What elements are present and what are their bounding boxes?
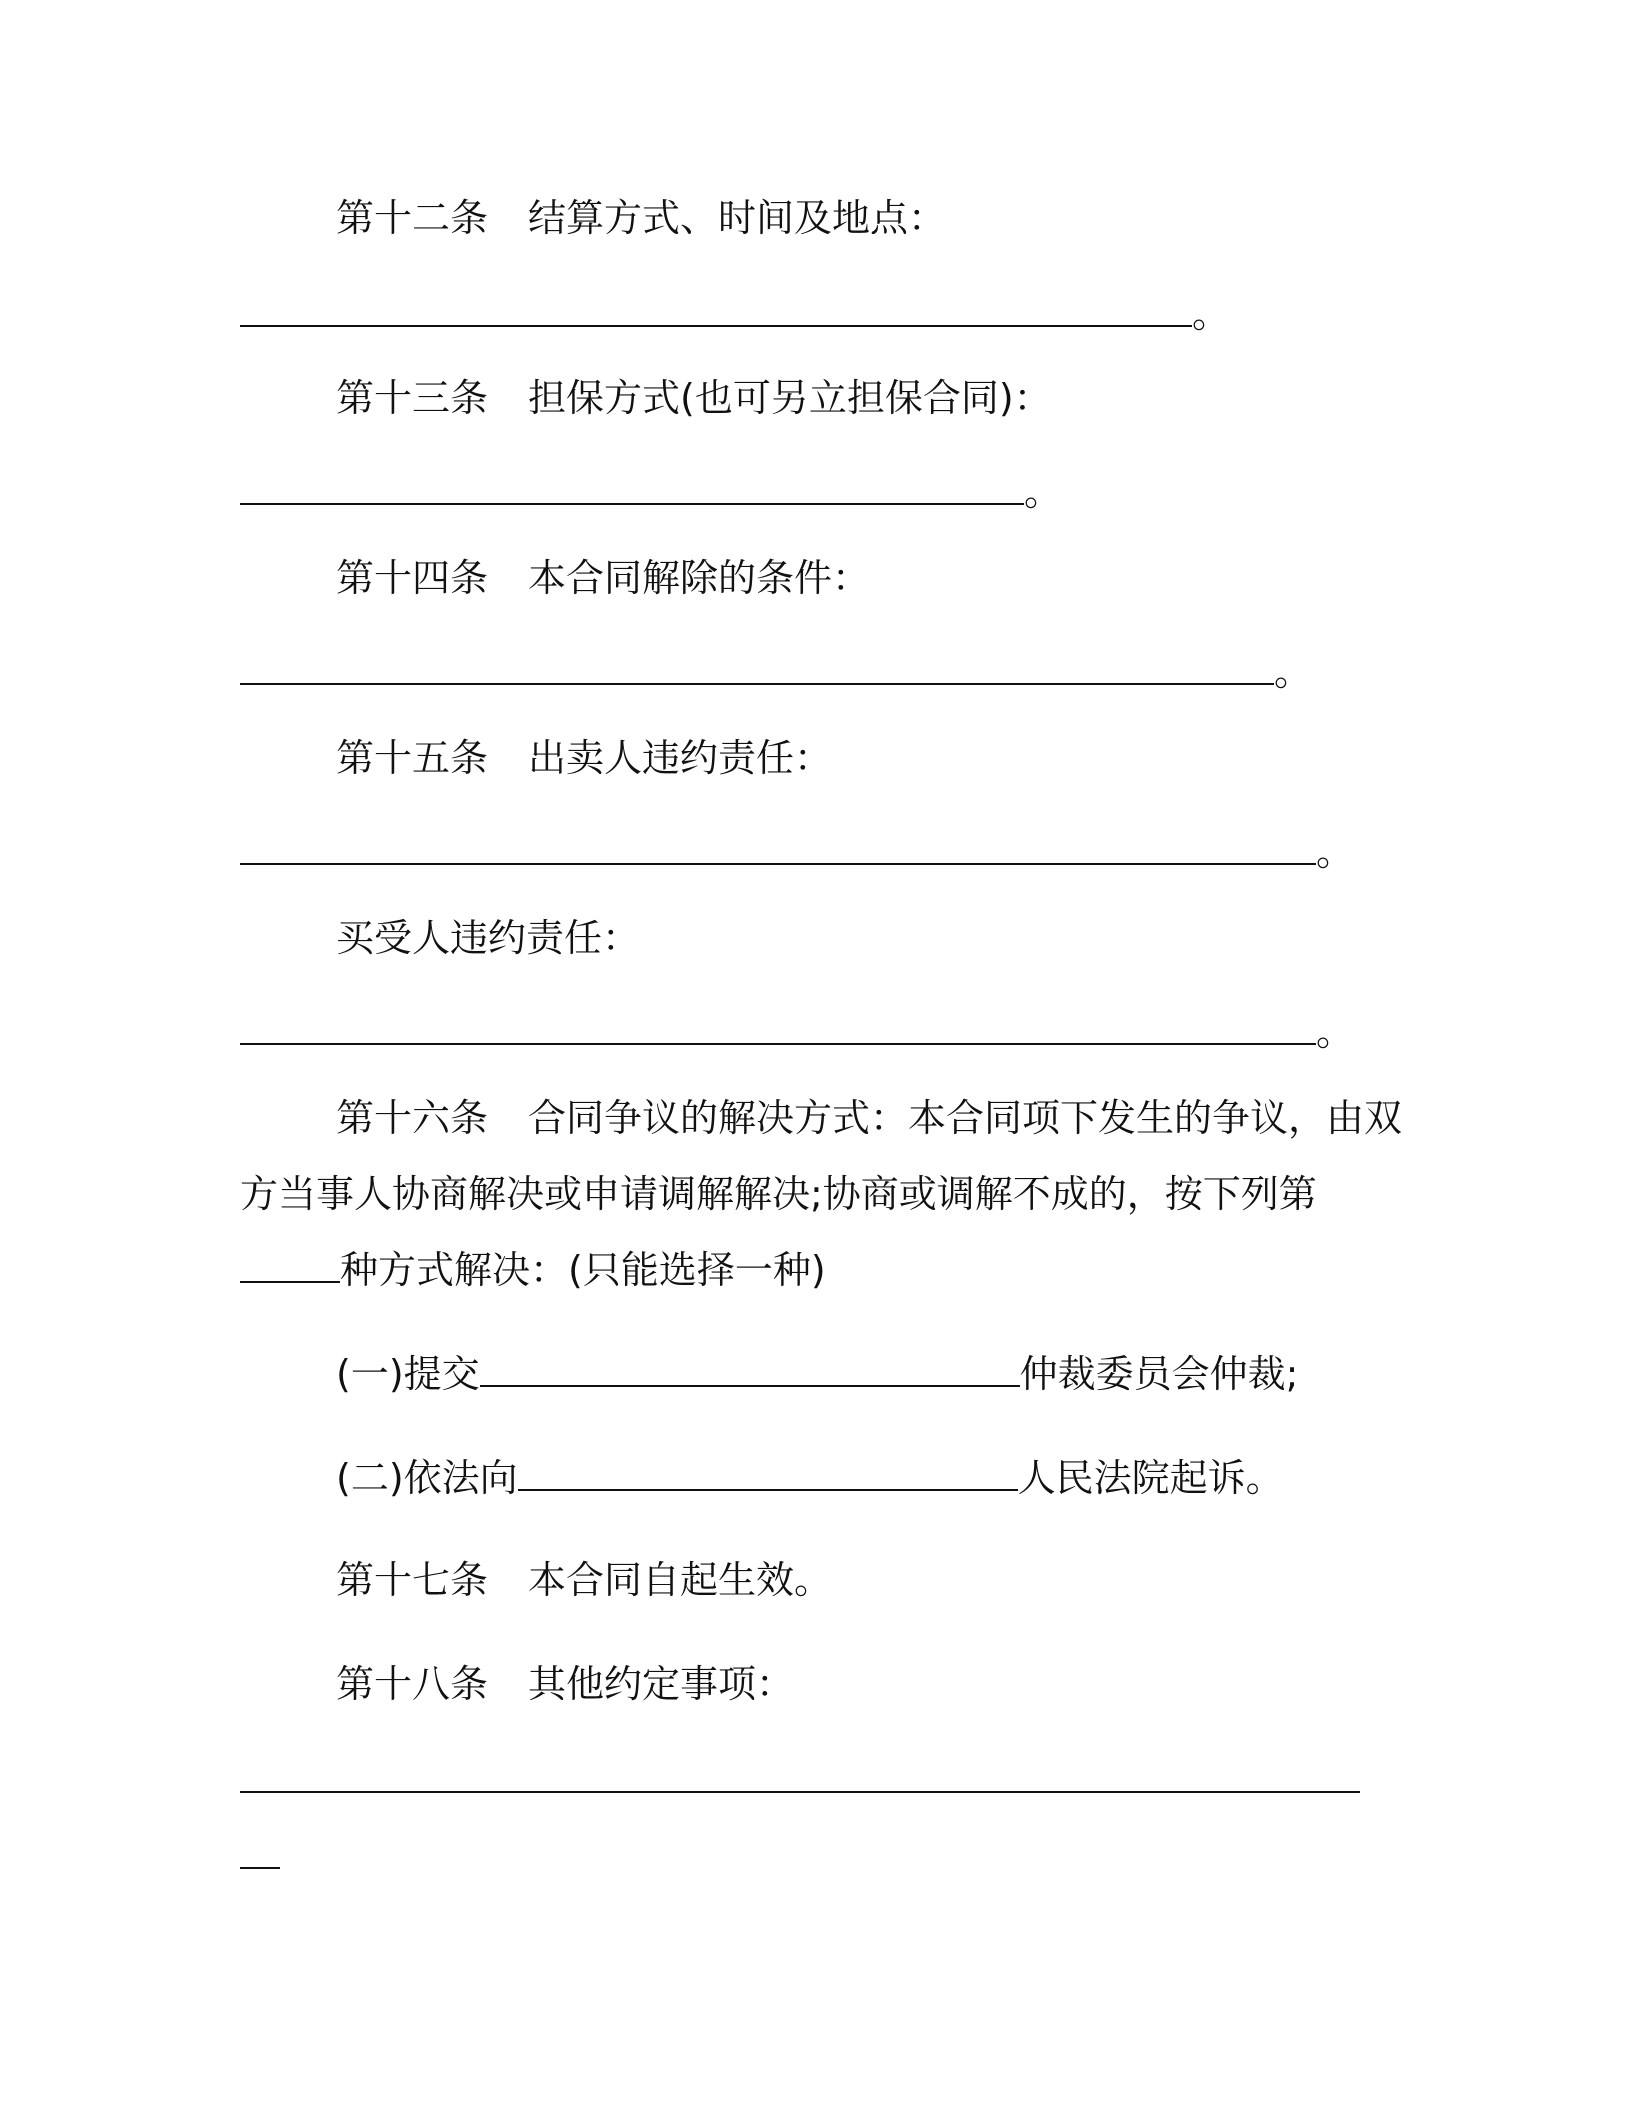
- article-16-option-1: [336, 1350, 1298, 1398]
- article-16-body-line-3: [240, 1246, 826, 1294]
- period: 。: [1316, 1010, 1355, 1054]
- article-number: 第十二条: [336, 196, 489, 240]
- article-13-fill-line: [240, 468, 1062, 516]
- article-16-option-2: [336, 1454, 1284, 1502]
- fill-blank[interactable]: [240, 1839, 280, 1869]
- article-12-fill-line: [240, 290, 1230, 338]
- article-title: 本合同解除的条件：: [528, 556, 871, 600]
- fill-blank[interactable]: [240, 475, 1024, 505]
- body-text: 种方式解决：(只能选择一种): [340, 1248, 826, 1292]
- option-suffix: 人民法院起诉。: [1017, 1456, 1284, 1500]
- article-title: 其他约定事项：: [528, 1662, 795, 1706]
- article-number: 第十八条: [336, 1662, 489, 1706]
- article-15-buyer-fill-line: [240, 1008, 1354, 1056]
- period: 。: [1274, 650, 1313, 694]
- option-prefix: (一)提交: [336, 1352, 480, 1396]
- article-14-heading: [336, 554, 870, 602]
- article-title: 结算方式、时间及地点：: [528, 196, 947, 240]
- article-number: 第十三条: [336, 376, 489, 420]
- article-title: 担保方式(也可另立担保合同)：: [528, 376, 1052, 420]
- article-title: 出卖人违约责任：: [528, 736, 833, 780]
- article-15-buyer-heading: [336, 914, 640, 962]
- article-number: 第十五条: [336, 736, 489, 780]
- option-prefix: (二)依法向: [336, 1456, 518, 1500]
- article-title: 合同争议的解决方式：本合同项下发生的争议，由双: [528, 1096, 1403, 1140]
- article-12-heading: [336, 194, 946, 242]
- buyer-liability-title: 买受人违约责任：: [336, 916, 641, 960]
- arbitration-commission-blank[interactable]: [480, 1357, 1020, 1387]
- article-16-heading: [336, 1094, 1402, 1142]
- article-16-body-line-2: [240, 1170, 1317, 1218]
- court-name-blank[interactable]: [518, 1461, 1018, 1491]
- article-15-seller-fill-line: [240, 828, 1354, 876]
- article-title: 本合同自起生效。: [528, 1558, 833, 1602]
- article-18-fill-line: [240, 1756, 1360, 1804]
- article-15-heading: [336, 734, 832, 782]
- article-14-fill-line: [240, 648, 1312, 696]
- period: 。: [1192, 292, 1231, 336]
- article-number: 第十六条: [336, 1096, 489, 1140]
- article-13-heading: [336, 374, 1052, 422]
- fill-blank[interactable]: [240, 1015, 1316, 1045]
- article-18-fill-line-continued: [240, 1832, 280, 1880]
- fill-blank[interactable]: [240, 1763, 1360, 1793]
- period: 。: [1316, 830, 1355, 874]
- article-number: 第十四条: [336, 556, 489, 600]
- fill-blank[interactable]: [240, 835, 1316, 865]
- option-suffix: 仲裁委员会仲裁;: [1019, 1352, 1299, 1396]
- article-18-heading: [336, 1660, 794, 1708]
- fill-blank[interactable]: [240, 655, 1274, 685]
- period: 。: [1024, 470, 1063, 514]
- article-number: 第十七条: [336, 1558, 489, 1602]
- body-text: 方当事人协商解决或申请调解解决;协商或调解不成的，按下列第: [240, 1172, 1317, 1216]
- article-17-heading: [336, 1556, 832, 1604]
- method-choice-blank[interactable]: [240, 1253, 340, 1283]
- fill-blank[interactable]: [240, 297, 1192, 327]
